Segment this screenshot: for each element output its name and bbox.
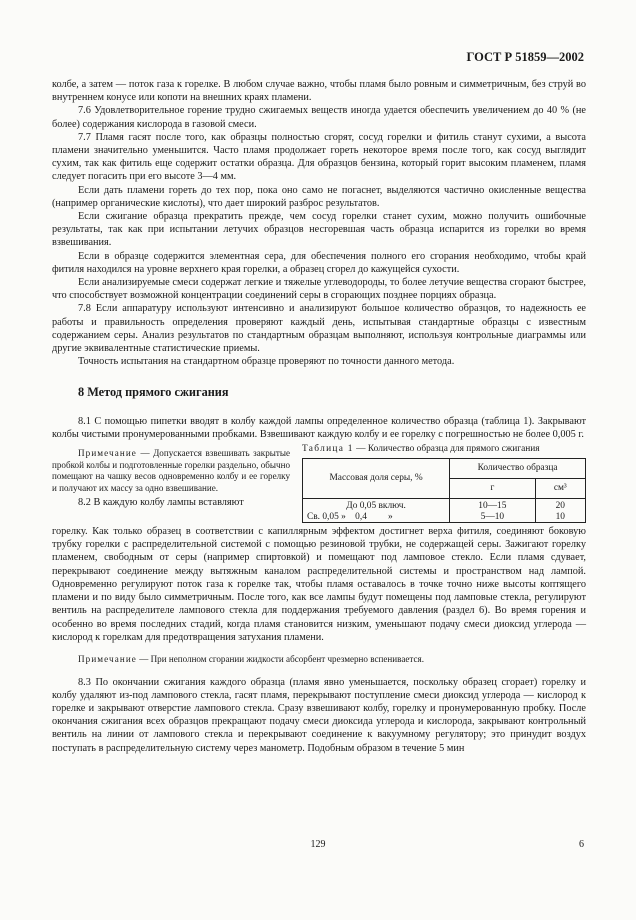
paragraph-8-1: 8.1 С помощью пипетки вводят в колбу каждой лампы определенное количество образца (таблица 1). Закрывают колбы чистыми пронумерованными пробками. Взвешивают каждую колбу и ее горелку с погрешностью не более 0,005 г. [52,415,586,440]
paragraph: Точность испытания на стандартном образце проверяют по точности данного метода. [78,356,455,368]
paragraph: колбе, а затем — поток газа к горелке. В любом случае важно, чтобы пламя было ровным и симметричным, без струй во внутреннем конусе или копоти на внешних краях пламени. [52,79,586,104]
paragraph-8-2-start: 8.2 В каждую колбу лампы вставляют [78,497,244,509]
column-header-sulfur: Массовая доля серы, % [303,459,450,499]
note-text: — Допускается взвешивать закрытые пробкой колбы и подготовленные горелки раздельно, обычно помещают на чашку весов одновременно колбу и ее горелку и получают их массу за одно взвешивание. [52,448,290,493]
column-header-cm3: см³ [535,479,585,499]
paragraph-8-3: 8.3 По окончании сжигания каждого образца (пламя явно уменьшается, поскольку образец сгорает) горелку и колбу удаляют из-под лампового стекла, гасят пламя, перекрывают поступление смеси диоксид углерода — кислород к горелке и закрывают отверстие лампового стекла. Сразу взвешивают колбу, горелку и пронумерованную пробку. После окончания сжигания всех образцов прекращают подачу смеси диоксида углерода и кислорода, закрывают контрольный вентиль на линии от лампового стекла и перекрывают соединение к вакуумному регулятору; это принудит воздух поступать в распределительную систему через манометр. Подобным образом в течение 5 мин [52,676,586,754]
table-row [303,499,586,512]
cell-grams: 10—15 [450,499,535,512]
table-caption [302,443,586,455]
column-header-grams: г [450,479,535,499]
paragraph: Если дать пламени гореть до тех пор, пока оно само не погаснет, выделяются частично окисленные вещества (например органические кислоты), что дает широкий разброс результатов. [52,184,586,209]
cell-grams: 5—10 [450,512,535,523]
note-label: Примечание [78,653,137,664]
cell-cm3: 10 [535,512,585,523]
table-1 [302,443,586,523]
column-header-amount: Количество образца [450,459,586,479]
note-text: — При неполном сгорании жидкости абсорбент чрезмерно вспенивается. [136,653,424,664]
paragraph: Если анализируемые смеси содержат легкие и тяжелые углеводороды, то более летучие вещества сгорают быстрее, что способствует возможной концентрации соединений серы в сгорающих позднее порциях образца. [52,277,586,302]
paragraph: 7.8 Если аппаратуру используют интенсивно и анализируют большое количество образцов, то надежность ее работы и правильность определения проверяют каждый день, испытывая стандартные образцы с известным содержанием серы. Анализ результатов по стандартным образцам выполняют, используя контрольные диаграммы или другие эквивалентные статистические приемы. [52,303,586,355]
sample-amount-table [302,458,586,523]
page-number: 129 [310,839,326,850]
cell-sulfur: До 0,05 включ. [303,499,450,512]
paragraph: 7.6 Удовлетворительное горение трудно сжигаемых веществ иногда удается обеспечить увеличением до 40 % (не более) содержания кислорода в газовой смеси. [52,105,586,130]
paragraph: Если сжигание образца прекратить прежде, чем сосуд горелки станет сухим, можно получить ошибочные результаты, так как при испытании летучих образцов несгоревшая часть образца испарится из горелки во время взвешивания. [52,211,586,249]
document-body [52,78,586,755]
sheet-number: 6 [579,839,584,850]
section-heading: 8 Метод прямого сжигания [78,385,229,400]
paragraph: 7.7 Пламя гасят после того, как образцы полностью сгорят, сосуд горелки и фитиль станут сухими, а высота пламени значительно уменьшится. Часто пламя продолжает гореть некоторое время после того, как сосуд выглядит сухим, так как фитиль еще содержит остатки образца. Для образцов бензина, который горит высоким пламенем, пламя следует погасить при его высоте 3—4 мм. [52,131,586,183]
table-caption-label: Таблица 1 [302,444,354,455]
paragraph: Если в образце содержится элементная сера, для обеспечения полного его сгорания необходимо, чтобы край фитиля находился на уровне верхнего края горелки, а образец сгорел до кажущейся сухости. [52,250,586,275]
table-row [303,512,586,523]
note-2 [52,654,586,666]
cell-sulfur: Св. 0,05 » 0,4 » [303,512,450,523]
table-caption-text: — Количество образца для прямого сжигания [353,444,540,455]
cell-cm3: 20 [535,499,585,512]
standard-header: ГОСТ Р 51859—2002 [466,50,584,64]
note-label: Примечание [78,448,137,459]
paragraph-8-2: горелку. Как только образец в соответствии с капиллярным эффектом достигнет верха фитиля, соединяют боковую трубку горелки с распределительной системой с помощью резиновой трубки, не содержащей серы. Зажигают горелку пламенем, свободным от серы (например спиртовкой) и помещают под ламповое стекло. Если пламя сдувает, перекрывают соединение между вытяжным каналом распределительной системы и пространством над лампой. Одновременно регулируют поток газа к горелке так, чтобы пламя оставалось в точке точно ниже высоты коптящего пламени и по виду было симметричным. После того, как все лампы будут помещены под ламповые стекла, регулируют вентиль на распределителе лампового стекла для поддержания требуемого давления (раздел 6). Во время горения и особенно во время последних стадий, когда пламя становится низким, уменьшают подачу смеси диоксид углерода — кислород к горелкам для предотвращения затухания пламени. [52,526,586,643]
